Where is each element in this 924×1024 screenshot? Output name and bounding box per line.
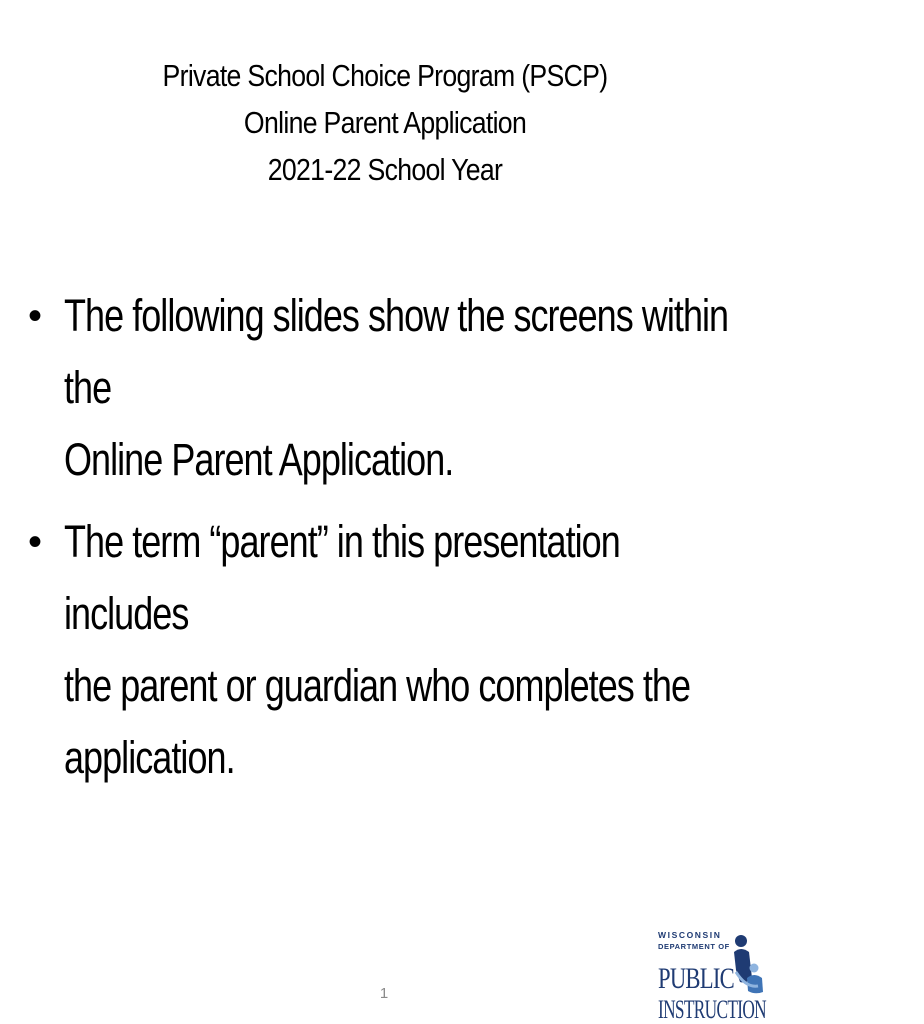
- slide-title: [0, 52, 770, 193]
- bullet-1-line-2: Online Parent Application.: [64, 434, 454, 485]
- logo-text-instruction: INSTRUCTION: [658, 995, 767, 1024]
- bullet-list: [24, 280, 754, 804]
- page-number: 1: [379, 985, 389, 1002]
- bullet-2-line-2: the parent or guardian who completes the: [64, 660, 691, 711]
- dpi-logo: [654, 928, 768, 1022]
- bullet-marker: •: [28, 520, 41, 564]
- logo-text-public: PUBLIC: [658, 962, 734, 995]
- bullet-item-1: [24, 280, 754, 496]
- title-line-3: 2021-22 School Year: [267, 152, 503, 187]
- title-line-2: Online Parent Application: [243, 105, 527, 140]
- bullet-marker: •: [28, 294, 41, 338]
- title-line-1: Private School Choice Program (PSCP): [162, 58, 608, 93]
- bullet-2-line-1: The term “parent” in this presentation includes: [64, 516, 620, 639]
- bullet-text-2: [64, 506, 752, 794]
- bullet-2-line-3: application.: [64, 732, 235, 783]
- logo-text-department: DEPARTMENT OF: [658, 942, 730, 951]
- bullet-text-1: [64, 280, 752, 496]
- people-icon: [734, 935, 763, 993]
- bullet-1-line-1: The following slides show the screens within the: [64, 290, 729, 413]
- logo-text-wisconsin: WISCONSIN: [658, 930, 722, 940]
- bullet-item-2: [24, 506, 754, 794]
